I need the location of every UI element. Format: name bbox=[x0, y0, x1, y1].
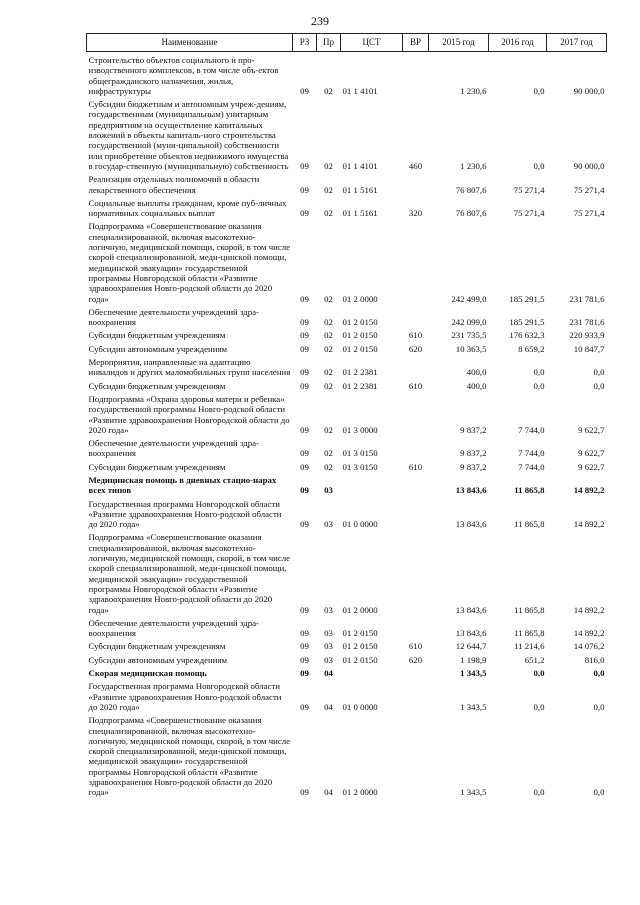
cell-2016: 75 271,4 bbox=[513, 184, 545, 195]
cell-pr: 02 bbox=[324, 380, 333, 391]
cell-rz: 09 bbox=[300, 668, 309, 679]
table-row bbox=[87, 712, 607, 797]
cell-2016: 7 744,0 bbox=[518, 461, 545, 472]
cell-rz: 09 bbox=[300, 184, 309, 195]
cell-rz: 09 bbox=[300, 317, 309, 328]
cell-rz: 09 bbox=[300, 448, 309, 459]
cell-cst bbox=[341, 665, 403, 678]
cell-cst: 01 2 0000 bbox=[342, 787, 378, 798]
cell-rz: 09 bbox=[300, 367, 309, 378]
cell-vr bbox=[403, 52, 429, 97]
cell-vr: 610 bbox=[408, 641, 423, 652]
cell-vr bbox=[403, 218, 429, 303]
cell-2015: 9 837,2 bbox=[460, 461, 487, 472]
table-row bbox=[87, 529, 607, 614]
cell-2017: 14 892,2 bbox=[573, 519, 605, 530]
cell-cst: 01 3 0150 bbox=[342, 448, 378, 459]
cell-cst: 01 0 0000 bbox=[342, 701, 378, 712]
cell-name: Субсидии бюджетным учреждениям bbox=[88, 330, 226, 341]
cell-name: Подпрограмма «Охрана здоровья матери и ребенка» государственной программы Новго-родской области «Развитие здравоохранения Новгородской области до 2020 года» bbox=[88, 393, 290, 435]
cell-name: Подпрограмма «Совершенствование оказания специализированной, включая высокотехно-логичную, медицинской помощи, скорой, в том числе скорой специализированной, меди-цинской помощи, медицинской эвакуации» государственной программы Новгородской области «Развитие здравоохранения Новго-родской области до 2020 года» bbox=[88, 715, 291, 798]
cell-2016: 176 632,3 bbox=[509, 330, 545, 341]
table-row bbox=[87, 354, 607, 378]
cell-pr: 03 bbox=[324, 604, 333, 615]
cell-2017: 75 271,4 bbox=[573, 184, 605, 195]
cell-pr: 02 bbox=[324, 461, 333, 472]
cell-vr: 610 bbox=[408, 380, 423, 391]
cell-rz: 09 bbox=[300, 604, 309, 615]
cell-2016: 7 744,0 bbox=[518, 448, 545, 459]
cell-2016: 0,0 bbox=[533, 787, 545, 798]
cell-cst: 01 3 0150 bbox=[342, 461, 378, 472]
cell-pr: 03 bbox=[324, 628, 333, 639]
cell-cst: 01 2 2381 bbox=[342, 380, 378, 391]
header-rz: РЗ bbox=[293, 34, 317, 52]
header-row bbox=[87, 34, 607, 52]
cell-name: Мероприятия, направленные на адаптацию инвалидов и других маломобильных групп населения bbox=[88, 357, 291, 378]
cell-2017: 231 781,6 bbox=[569, 317, 605, 328]
cell-pr: 02 bbox=[324, 367, 333, 378]
cell-2015: 76 807,6 bbox=[455, 208, 487, 219]
cell-name: Социальные выплаты гражданам, кроме пуб-личных нормативных социальных выплат bbox=[88, 197, 287, 219]
cell-2016: 11 865,8 bbox=[514, 519, 545, 530]
cell-rz: 09 bbox=[300, 519, 309, 530]
cell-cst: 01 2 0000 bbox=[342, 604, 378, 615]
cell-name: Подпрограмма «Совершенствование оказания специализированной, включая высокотехно-логичную, медицинской помощи, скорой, в том числе скорой специализированной, меди-цинской помощи, медицинской эвакуации» государственной программы Новгородской области «Развитие здравоохранения Новго-родской области до 2020 года» bbox=[88, 221, 291, 304]
cell-vr: 610 bbox=[408, 461, 423, 472]
cell-2015: 231 735,5 bbox=[451, 330, 487, 341]
cell-2017: 9 622,7 bbox=[578, 448, 605, 459]
cell-2015: 13 843,6 bbox=[455, 519, 487, 530]
cell-pr: 03 bbox=[324, 654, 333, 665]
cell-pr: 02 bbox=[324, 330, 333, 341]
cell-2017: 75 271,4 bbox=[573, 208, 605, 219]
cell-vr bbox=[403, 304, 429, 328]
table-row bbox=[87, 459, 607, 472]
cell-2015: 242 499,0 bbox=[451, 293, 487, 304]
cell-name: Реализация отдельных полномочий в области лекарственного обеспечения bbox=[88, 174, 260, 195]
table-row bbox=[87, 378, 607, 391]
cell-vr: 620 bbox=[408, 343, 423, 354]
cell-cst: 01 2 0150 bbox=[342, 654, 378, 665]
cell-2015: 13 843,6 bbox=[455, 628, 487, 639]
table-row bbox=[87, 52, 607, 97]
cell-cst: 01 1 4101 bbox=[342, 85, 378, 96]
table-row bbox=[87, 327, 607, 340]
cell-name: Субсидии автономным учреждениям bbox=[88, 343, 228, 354]
table-row bbox=[87, 678, 607, 712]
cell-vr bbox=[403, 529, 429, 614]
cell-2017: 220 933,9 bbox=[569, 330, 605, 341]
cell-2015: 13 843,6 bbox=[455, 485, 487, 496]
cell-name: Скорая медицинская помощь bbox=[88, 668, 207, 679]
cell-rz: 09 bbox=[300, 343, 309, 354]
cell-pr: 04 bbox=[324, 668, 333, 679]
cell-rz: 09 bbox=[300, 654, 309, 665]
cell-2016: 11 865,8 bbox=[514, 628, 545, 639]
cell-2017: 0,0 bbox=[593, 787, 605, 798]
cell-name: Подпрограмма «Совершенствование оказания специализированной, включая высокотехно-логичную, медицинской помощи, скорой, в том числе скорой специализированной, меди-цинской помощи, медицинской эвакуации» государственной программы Новгородской области «Развитие здравоохранения Новго-родской области до 2020 года» bbox=[88, 532, 291, 615]
header-pr: Пр bbox=[317, 34, 341, 52]
cell-name: Субсидии автономным учреждениям bbox=[88, 654, 228, 665]
cell-rz: 09 bbox=[300, 485, 309, 496]
cell-rz: 09 bbox=[300, 330, 309, 341]
cell-name: Субсидии бюджетным учреждениям bbox=[88, 461, 226, 472]
cell-2016: 0,0 bbox=[533, 367, 545, 378]
table-row bbox=[87, 96, 607, 171]
cell-2016: 0,0 bbox=[533, 85, 545, 96]
cell-cst bbox=[341, 472, 403, 496]
cell-rz: 09 bbox=[300, 160, 309, 171]
cell-rz: 09 bbox=[300, 293, 309, 304]
cell-2017: 9 622,7 bbox=[578, 461, 605, 472]
table-row bbox=[87, 195, 607, 219]
header-cst: ЦСТ bbox=[341, 34, 403, 52]
cell-name: Субсидии бюджетным учреждениям bbox=[88, 380, 226, 391]
cell-2017: 14 892,2 bbox=[573, 628, 605, 639]
cell-2017: 10 847,7 bbox=[573, 343, 605, 354]
cell-rz: 09 bbox=[300, 461, 309, 472]
cell-2015: 1 343,5 bbox=[460, 787, 487, 798]
cell-2015: 9 837,2 bbox=[460, 448, 487, 459]
cell-2017: 0,0 bbox=[593, 367, 605, 378]
page-number: 239 bbox=[311, 14, 329, 28]
cell-vr bbox=[403, 391, 429, 435]
cell-2015: 9 837,2 bbox=[460, 424, 487, 435]
cell-vr bbox=[403, 712, 429, 797]
cell-name: Строительство объектов социального и про-изводственного комплексов, в том числе объ-ектов общегражданского назначения, жилья, инфраструктуры bbox=[88, 55, 279, 96]
cell-2015: 13 843,6 bbox=[455, 604, 487, 615]
table-row bbox=[87, 652, 607, 665]
table-row bbox=[87, 304, 607, 328]
header-vr: ВР bbox=[403, 34, 429, 52]
table-row bbox=[87, 391, 607, 435]
cell-pr: 04 bbox=[324, 701, 333, 712]
cell-cst: 01 2 0150 bbox=[342, 628, 378, 639]
cell-vr bbox=[403, 496, 429, 530]
cell-pr: 02 bbox=[324, 424, 333, 435]
cell-2017: 90 000,0 bbox=[573, 160, 605, 171]
cell-vr bbox=[403, 472, 429, 496]
cell-2017: 816,0 bbox=[584, 654, 605, 665]
cell-2015: 400,0 bbox=[466, 367, 487, 378]
cell-2017: 0,0 bbox=[593, 380, 605, 391]
table-row bbox=[87, 638, 607, 651]
cell-2015: 1 230,6 bbox=[460, 85, 487, 96]
cell-name: Государственная программа Новгородской области «Развитие здравоохранения Новго-родской области до 2020 года» bbox=[88, 498, 282, 530]
cell-cst: 01 1 5161 bbox=[342, 208, 378, 219]
table-row bbox=[87, 496, 607, 530]
table-row bbox=[87, 615, 607, 639]
cell-rz: 09 bbox=[300, 85, 309, 96]
cell-cst: 01 2 0150 bbox=[342, 317, 378, 328]
table-row bbox=[87, 472, 607, 496]
cell-vr: 320 bbox=[408, 208, 423, 219]
cell-pr: 03 bbox=[324, 641, 333, 652]
cell-cst: 01 1 5161 bbox=[342, 184, 378, 195]
cell-cst: 01 1 4101 bbox=[342, 160, 378, 171]
cell-2017: 14 076,2 bbox=[573, 641, 605, 652]
cell-2016: 11 214,6 bbox=[514, 641, 545, 652]
cell-2016: 75 271,4 bbox=[513, 208, 545, 219]
header-2016: 2016 год bbox=[489, 34, 547, 52]
cell-pr: 02 bbox=[324, 448, 333, 459]
cell-vr bbox=[403, 665, 429, 678]
cell-pr: 03 bbox=[324, 485, 333, 496]
table-row bbox=[87, 218, 607, 303]
cell-cst: 01 2 0150 bbox=[342, 641, 378, 652]
cell-pr: 02 bbox=[324, 160, 333, 171]
cell-2015: 1 198,9 bbox=[460, 654, 487, 665]
cell-2016: 11 865,8 bbox=[514, 485, 545, 496]
cell-2017: 9 622,7 bbox=[578, 424, 605, 435]
cell-vr: 610 bbox=[408, 330, 423, 341]
cell-2015: 400,0 bbox=[466, 380, 487, 391]
cell-pr: 02 bbox=[324, 343, 333, 354]
cell-2016: 11 865,8 bbox=[514, 604, 545, 615]
cell-2016: 0,0 bbox=[533, 380, 545, 391]
cell-vr: 620 bbox=[408, 654, 423, 665]
cell-rz: 09 bbox=[300, 787, 309, 798]
cell-name: Государственная программа Новгородской области «Развитие здравоохранения Новго-родской области до 2020 года» bbox=[88, 681, 282, 712]
cell-name: Обеспечение деятельности учреждений здра-воохранения bbox=[88, 438, 259, 459]
cell-name: Субсидии бюджетным и автономным учреж-дениям, государственным (муниципальным) унитарным предприятиям на осуществление капитальных вложений в объекты капиталь-ного строительства государственной (муни-ципальной) собственности или приобретение объектов недвижимого имущества в государ-ственную (муниципальную) собственность bbox=[88, 99, 289, 171]
table-row bbox=[87, 341, 607, 354]
cell-cst: 01 0 0000 bbox=[342, 519, 378, 530]
cell-2016: 0,0 bbox=[533, 668, 545, 679]
cell-pr: 02 bbox=[324, 85, 333, 96]
cell-vr bbox=[403, 354, 429, 378]
cell-rz: 09 bbox=[300, 641, 309, 652]
cell-2016: 0,0 bbox=[533, 701, 545, 712]
table-row bbox=[87, 171, 607, 195]
header-name: Наименование bbox=[87, 34, 293, 52]
cell-vr: 460 bbox=[408, 160, 423, 171]
cell-2017: 231 781,6 bbox=[569, 293, 605, 304]
cell-2016: 651,2 bbox=[524, 654, 545, 665]
cell-rz: 09 bbox=[300, 208, 309, 219]
cell-pr: 02 bbox=[324, 317, 333, 328]
cell-2017: 0,0 bbox=[593, 701, 605, 712]
cell-cst: 01 2 2381 bbox=[342, 367, 378, 378]
cell-vr bbox=[403, 615, 429, 639]
cell-pr: 04 bbox=[324, 787, 333, 798]
cell-2017: 0,0 bbox=[593, 668, 605, 679]
header-2015: 2015 год bbox=[429, 34, 489, 52]
cell-2015: 76 807,6 bbox=[455, 184, 487, 195]
cell-2016: 8 659,2 bbox=[518, 343, 545, 354]
cell-cst: 01 3 0000 bbox=[342, 424, 378, 435]
table-row bbox=[87, 665, 607, 678]
header-2017: 2017 год bbox=[547, 34, 607, 52]
cell-2015: 1 343,5 bbox=[460, 701, 487, 712]
cell-cst: 01 2 0150 bbox=[342, 330, 378, 341]
cell-2015: 1 343,5 bbox=[460, 668, 487, 679]
cell-2015: 10 363,5 bbox=[455, 343, 487, 354]
cell-pr: 02 bbox=[324, 293, 333, 304]
cell-name: Обеспечение деятельности учреждений здра-воохранения bbox=[88, 306, 259, 328]
cell-vr bbox=[403, 678, 429, 712]
cell-name: Субсидии бюджетным учреждениям bbox=[88, 641, 226, 652]
cell-2016: 185 291,5 bbox=[509, 317, 545, 328]
cell-cst: 01 2 0000 bbox=[342, 293, 378, 304]
cell-vr bbox=[403, 435, 429, 459]
cell-name: Медицинская помощь в дневных стацио-нарах всех типов bbox=[88, 474, 277, 496]
cell-cst: 01 2 0150 bbox=[342, 343, 378, 354]
cell-2016: 185 291,5 bbox=[509, 293, 545, 304]
cell-rz: 09 bbox=[300, 424, 309, 435]
cell-2015: 1 230,6 bbox=[460, 160, 487, 171]
cell-2015: 12 644,7 bbox=[455, 641, 487, 652]
cell-2017: 90 000,0 bbox=[573, 85, 605, 96]
cell-rz: 09 bbox=[300, 380, 309, 391]
cell-pr: 02 bbox=[324, 208, 333, 219]
cell-rz: 09 bbox=[300, 628, 309, 639]
cell-2016: 0,0 bbox=[533, 160, 545, 171]
cell-2017: 14 892,2 bbox=[573, 485, 605, 496]
cell-pr: 02 bbox=[324, 184, 333, 195]
cell-rz: 09 bbox=[300, 701, 309, 712]
budget-table bbox=[86, 33, 607, 798]
table-row bbox=[87, 435, 607, 459]
cell-2015: 242 099,0 bbox=[451, 317, 487, 328]
cell-2016: 7 744,0 bbox=[518, 424, 545, 435]
cell-pr: 03 bbox=[324, 519, 333, 530]
cell-vr bbox=[403, 171, 429, 195]
cell-2017: 14 892,2 bbox=[573, 604, 605, 615]
cell-name: Обеспечение деятельности учреждений здра-воохранения bbox=[88, 617, 259, 639]
